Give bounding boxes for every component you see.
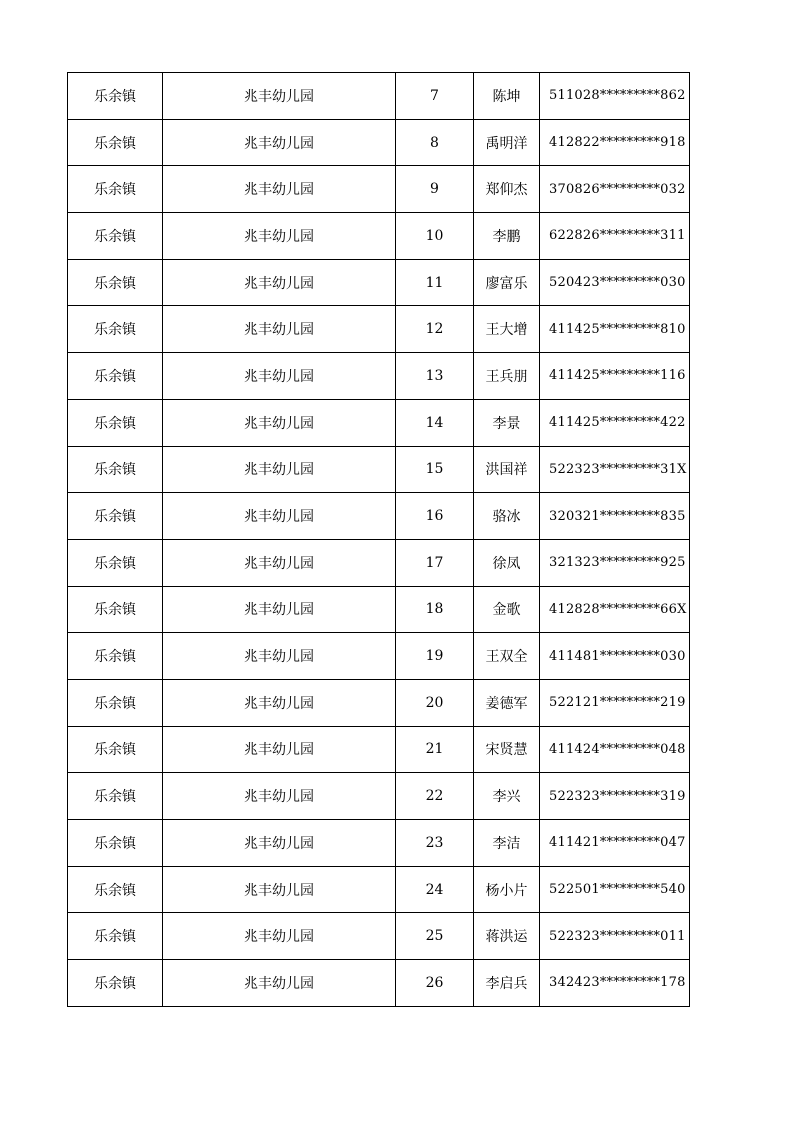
person-name-cell: 姜德军	[474, 679, 540, 726]
table-row	[68, 913, 690, 960]
id-number-cell: 522323*********011	[540, 913, 690, 960]
town-cell: 乐余镇	[68, 633, 163, 680]
school-cell: 兆丰幼儿园	[163, 399, 396, 446]
school-cell: 兆丰幼儿园	[163, 493, 396, 540]
id-number-cell: 522121*********219	[540, 679, 690, 726]
table-row	[68, 633, 690, 680]
id-number-cell: 370826*********032	[540, 166, 690, 213]
person-name-cell: 王双全	[474, 633, 540, 680]
town-cell: 乐余镇	[68, 399, 163, 446]
table-row	[68, 213, 690, 260]
school-cell: 兆丰幼儿园	[163, 166, 396, 213]
table-row	[68, 820, 690, 867]
table-row	[68, 773, 690, 820]
table-row	[68, 353, 690, 400]
town-cell: 乐余镇	[68, 493, 163, 540]
serial-cell: 8	[396, 119, 474, 166]
school-cell: 兆丰幼儿园	[163, 119, 396, 166]
id-number-cell: 622826*********311	[540, 213, 690, 260]
serial-cell: 25	[396, 913, 474, 960]
school-cell: 兆丰幼儿园	[163, 773, 396, 820]
serial-cell: 24	[396, 866, 474, 913]
school-cell: 兆丰幼儿园	[163, 913, 396, 960]
serial-cell: 26	[396, 960, 474, 1007]
school-cell: 兆丰幼儿园	[163, 306, 396, 353]
id-number-cell: 511028*********862	[540, 73, 690, 120]
school-cell: 兆丰幼儿园	[163, 679, 396, 726]
serial-cell: 12	[396, 306, 474, 353]
town-cell: 乐余镇	[68, 773, 163, 820]
school-cell: 兆丰幼儿园	[163, 960, 396, 1007]
town-cell: 乐余镇	[68, 166, 163, 213]
table-row	[68, 679, 690, 726]
table-row	[68, 586, 690, 633]
serial-cell: 21	[396, 726, 474, 773]
town-cell: 乐余镇	[68, 539, 163, 586]
school-cell: 兆丰幼儿园	[163, 73, 396, 120]
school-cell: 兆丰幼儿园	[163, 259, 396, 306]
person-name-cell: 宋贤慧	[474, 726, 540, 773]
serial-cell: 17	[396, 539, 474, 586]
id-number-cell: 412828*********66X	[540, 586, 690, 633]
serial-cell: 9	[396, 166, 474, 213]
school-cell: 兆丰幼儿园	[163, 539, 396, 586]
id-number-cell: 342423*********178	[540, 960, 690, 1007]
town-cell: 乐余镇	[68, 353, 163, 400]
town-cell: 乐余镇	[68, 73, 163, 120]
table-row	[68, 539, 690, 586]
serial-cell: 7	[396, 73, 474, 120]
town-cell: 乐余镇	[68, 960, 163, 1007]
town-cell: 乐余镇	[68, 119, 163, 166]
serial-cell: 20	[396, 679, 474, 726]
person-name-cell: 李兴	[474, 773, 540, 820]
table-row	[68, 866, 690, 913]
person-name-cell: 李鹏	[474, 213, 540, 260]
table-row	[68, 493, 690, 540]
person-name-cell: 李景	[474, 399, 540, 446]
person-name-cell: 蒋洪运	[474, 913, 540, 960]
table-row	[68, 726, 690, 773]
school-cell: 兆丰幼儿园	[163, 820, 396, 867]
table-row	[68, 73, 690, 120]
town-cell: 乐余镇	[68, 259, 163, 306]
id-number-cell: 522501*********540	[540, 866, 690, 913]
table-row	[68, 306, 690, 353]
serial-cell: 13	[396, 353, 474, 400]
serial-cell: 23	[396, 820, 474, 867]
serial-cell: 11	[396, 259, 474, 306]
person-name-cell: 王兵朋	[474, 353, 540, 400]
school-cell: 兆丰幼儿园	[163, 866, 396, 913]
town-cell: 乐余镇	[68, 446, 163, 493]
serial-cell: 14	[396, 399, 474, 446]
id-number-cell: 411421*********047	[540, 820, 690, 867]
table-row	[68, 960, 690, 1007]
school-cell: 兆丰幼儿园	[163, 633, 396, 680]
id-number-cell: 522323*********31X	[540, 446, 690, 493]
town-cell: 乐余镇	[68, 213, 163, 260]
school-cell: 兆丰幼儿园	[163, 726, 396, 773]
person-name-cell: 李启兵	[474, 960, 540, 1007]
town-cell: 乐余镇	[68, 866, 163, 913]
school-cell: 兆丰幼儿园	[163, 353, 396, 400]
table-row	[68, 119, 690, 166]
table-row	[68, 399, 690, 446]
school-cell: 兆丰幼儿园	[163, 446, 396, 493]
id-number-cell: 411425*********810	[540, 306, 690, 353]
town-cell: 乐余镇	[68, 913, 163, 960]
town-cell: 乐余镇	[68, 586, 163, 633]
id-number-cell: 522323*********319	[540, 773, 690, 820]
id-number-cell: 321323*********925	[540, 539, 690, 586]
serial-cell: 10	[396, 213, 474, 260]
id-number-cell: 520423*********030	[540, 259, 690, 306]
person-name-cell: 杨小片	[474, 866, 540, 913]
serial-cell: 15	[396, 446, 474, 493]
town-cell: 乐余镇	[68, 726, 163, 773]
serial-cell: 18	[396, 586, 474, 633]
roster-table-body	[68, 73, 690, 1007]
person-name-cell: 王大增	[474, 306, 540, 353]
person-name-cell: 陈坤	[474, 73, 540, 120]
school-cell: 兆丰幼儿园	[163, 586, 396, 633]
id-number-cell: 411425*********116	[540, 353, 690, 400]
table-row	[68, 166, 690, 213]
town-cell: 乐余镇	[68, 820, 163, 867]
serial-cell: 16	[396, 493, 474, 540]
table-row	[68, 259, 690, 306]
serial-cell: 19	[396, 633, 474, 680]
town-cell: 乐余镇	[68, 679, 163, 726]
id-number-cell: 411425*********422	[540, 399, 690, 446]
person-name-cell: 李洁	[474, 820, 540, 867]
school-cell: 兆丰幼儿园	[163, 213, 396, 260]
person-name-cell: 禹明洋	[474, 119, 540, 166]
serial-cell: 22	[396, 773, 474, 820]
roster-table	[67, 72, 690, 1007]
person-name-cell: 金歌	[474, 586, 540, 633]
person-name-cell: 洪国祥	[474, 446, 540, 493]
table-row	[68, 446, 690, 493]
person-name-cell: 骆冰	[474, 493, 540, 540]
id-number-cell: 411481*********030	[540, 633, 690, 680]
id-number-cell: 320321*********835	[540, 493, 690, 540]
person-name-cell: 徐凤	[474, 539, 540, 586]
id-number-cell: 411424*********048	[540, 726, 690, 773]
person-name-cell: 郑仰杰	[474, 166, 540, 213]
id-number-cell: 412822*********918	[540, 119, 690, 166]
town-cell: 乐余镇	[68, 306, 163, 353]
person-name-cell: 廖富乐	[474, 259, 540, 306]
